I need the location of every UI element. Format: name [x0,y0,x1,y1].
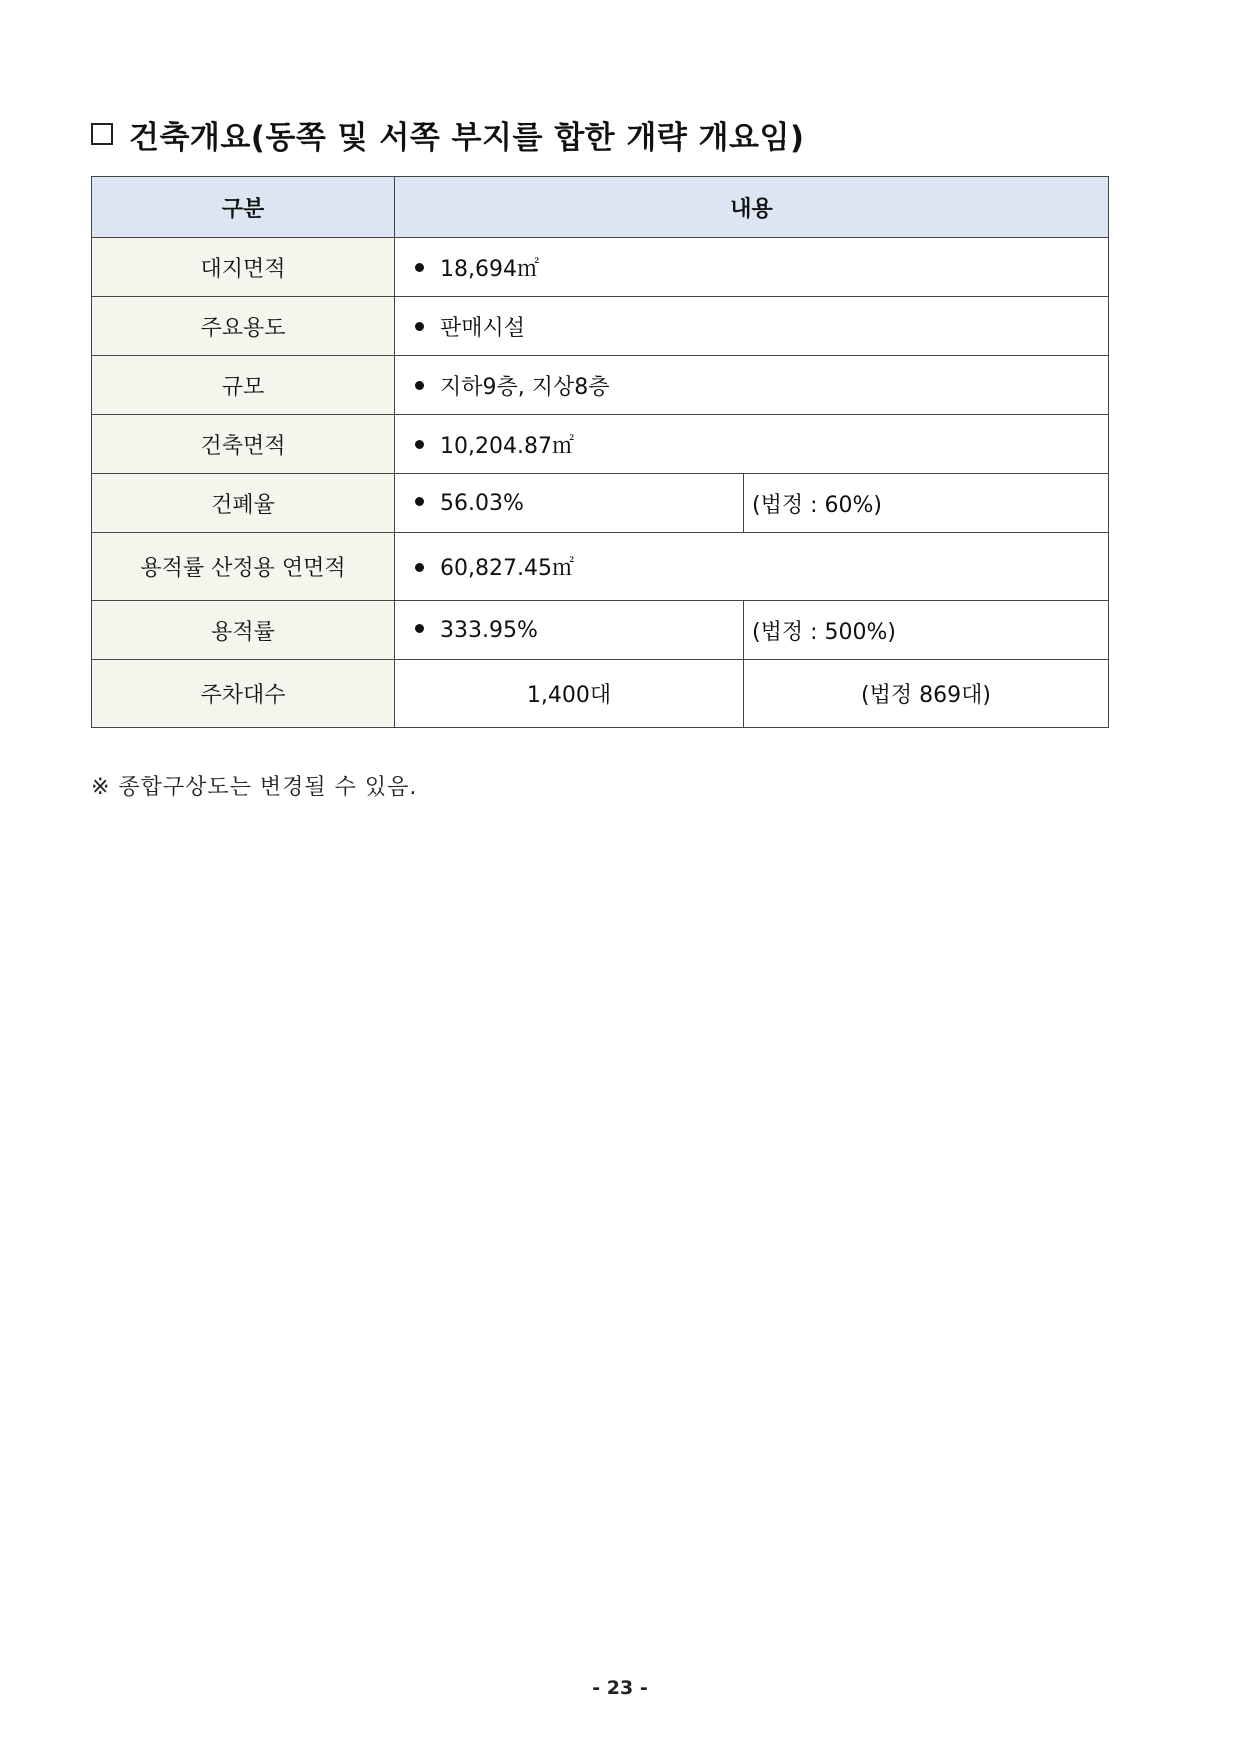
row-value: 18,694㎡ [395,238,1109,297]
row-label: 용적률 [92,601,395,660]
bullet-icon [415,263,424,272]
section-heading [91,111,805,157]
row-label: 주요용도 [92,297,395,356]
section-heading-text: 건축개요(동쪽 및 서쪽 부지를 합한 개략 개요임) [129,119,805,156]
checkbox-square-icon [91,123,113,145]
bullet-icon [415,624,424,633]
row-label: 건폐율 [92,474,395,533]
header-content: 내용 [395,177,1109,238]
table-row [92,660,1109,728]
bullet-icon [415,497,424,506]
row-legal-value: (법정 869대) [744,660,1109,728]
bullet-icon [415,322,424,331]
row-label: 용적률 산정용 연면적 [92,533,395,601]
row-label: 규모 [92,356,395,415]
row-label: 주차대수 [92,660,395,728]
bullet-icon [415,440,424,449]
row-value: 지하9층, 지상8층 [395,356,1109,415]
table-row [92,415,1109,474]
row-legal-value: (법정 : 500%) [744,601,1109,660]
table-row [92,238,1109,297]
bullet-icon [415,381,424,390]
table-header-row [92,177,1109,238]
table-row [92,601,1109,660]
page-number: - 23 - [592,1677,648,1699]
bullet-icon [415,563,424,572]
row-value: 333.95% [395,601,744,660]
row-value: 1,400대 [395,660,744,728]
table-row [92,297,1109,356]
row-value: 56.03% [395,474,744,533]
table-row [92,533,1109,601]
row-value: 판매시설 [395,297,1109,356]
header-category: 구분 [92,177,395,238]
row-legal-value: (법정 : 60%) [744,474,1109,533]
row-value: 60,827.45㎡ [395,533,1109,601]
row-label: 건축면적 [92,415,395,474]
row-value: 10,204.87㎡ [395,415,1109,474]
table-row [92,474,1109,533]
footnote: ※ 종합구상도는 변경될 수 있음. [91,775,418,800]
table-row [92,356,1109,415]
row-label: 대지면적 [92,238,395,297]
building-overview-table [91,176,1109,728]
